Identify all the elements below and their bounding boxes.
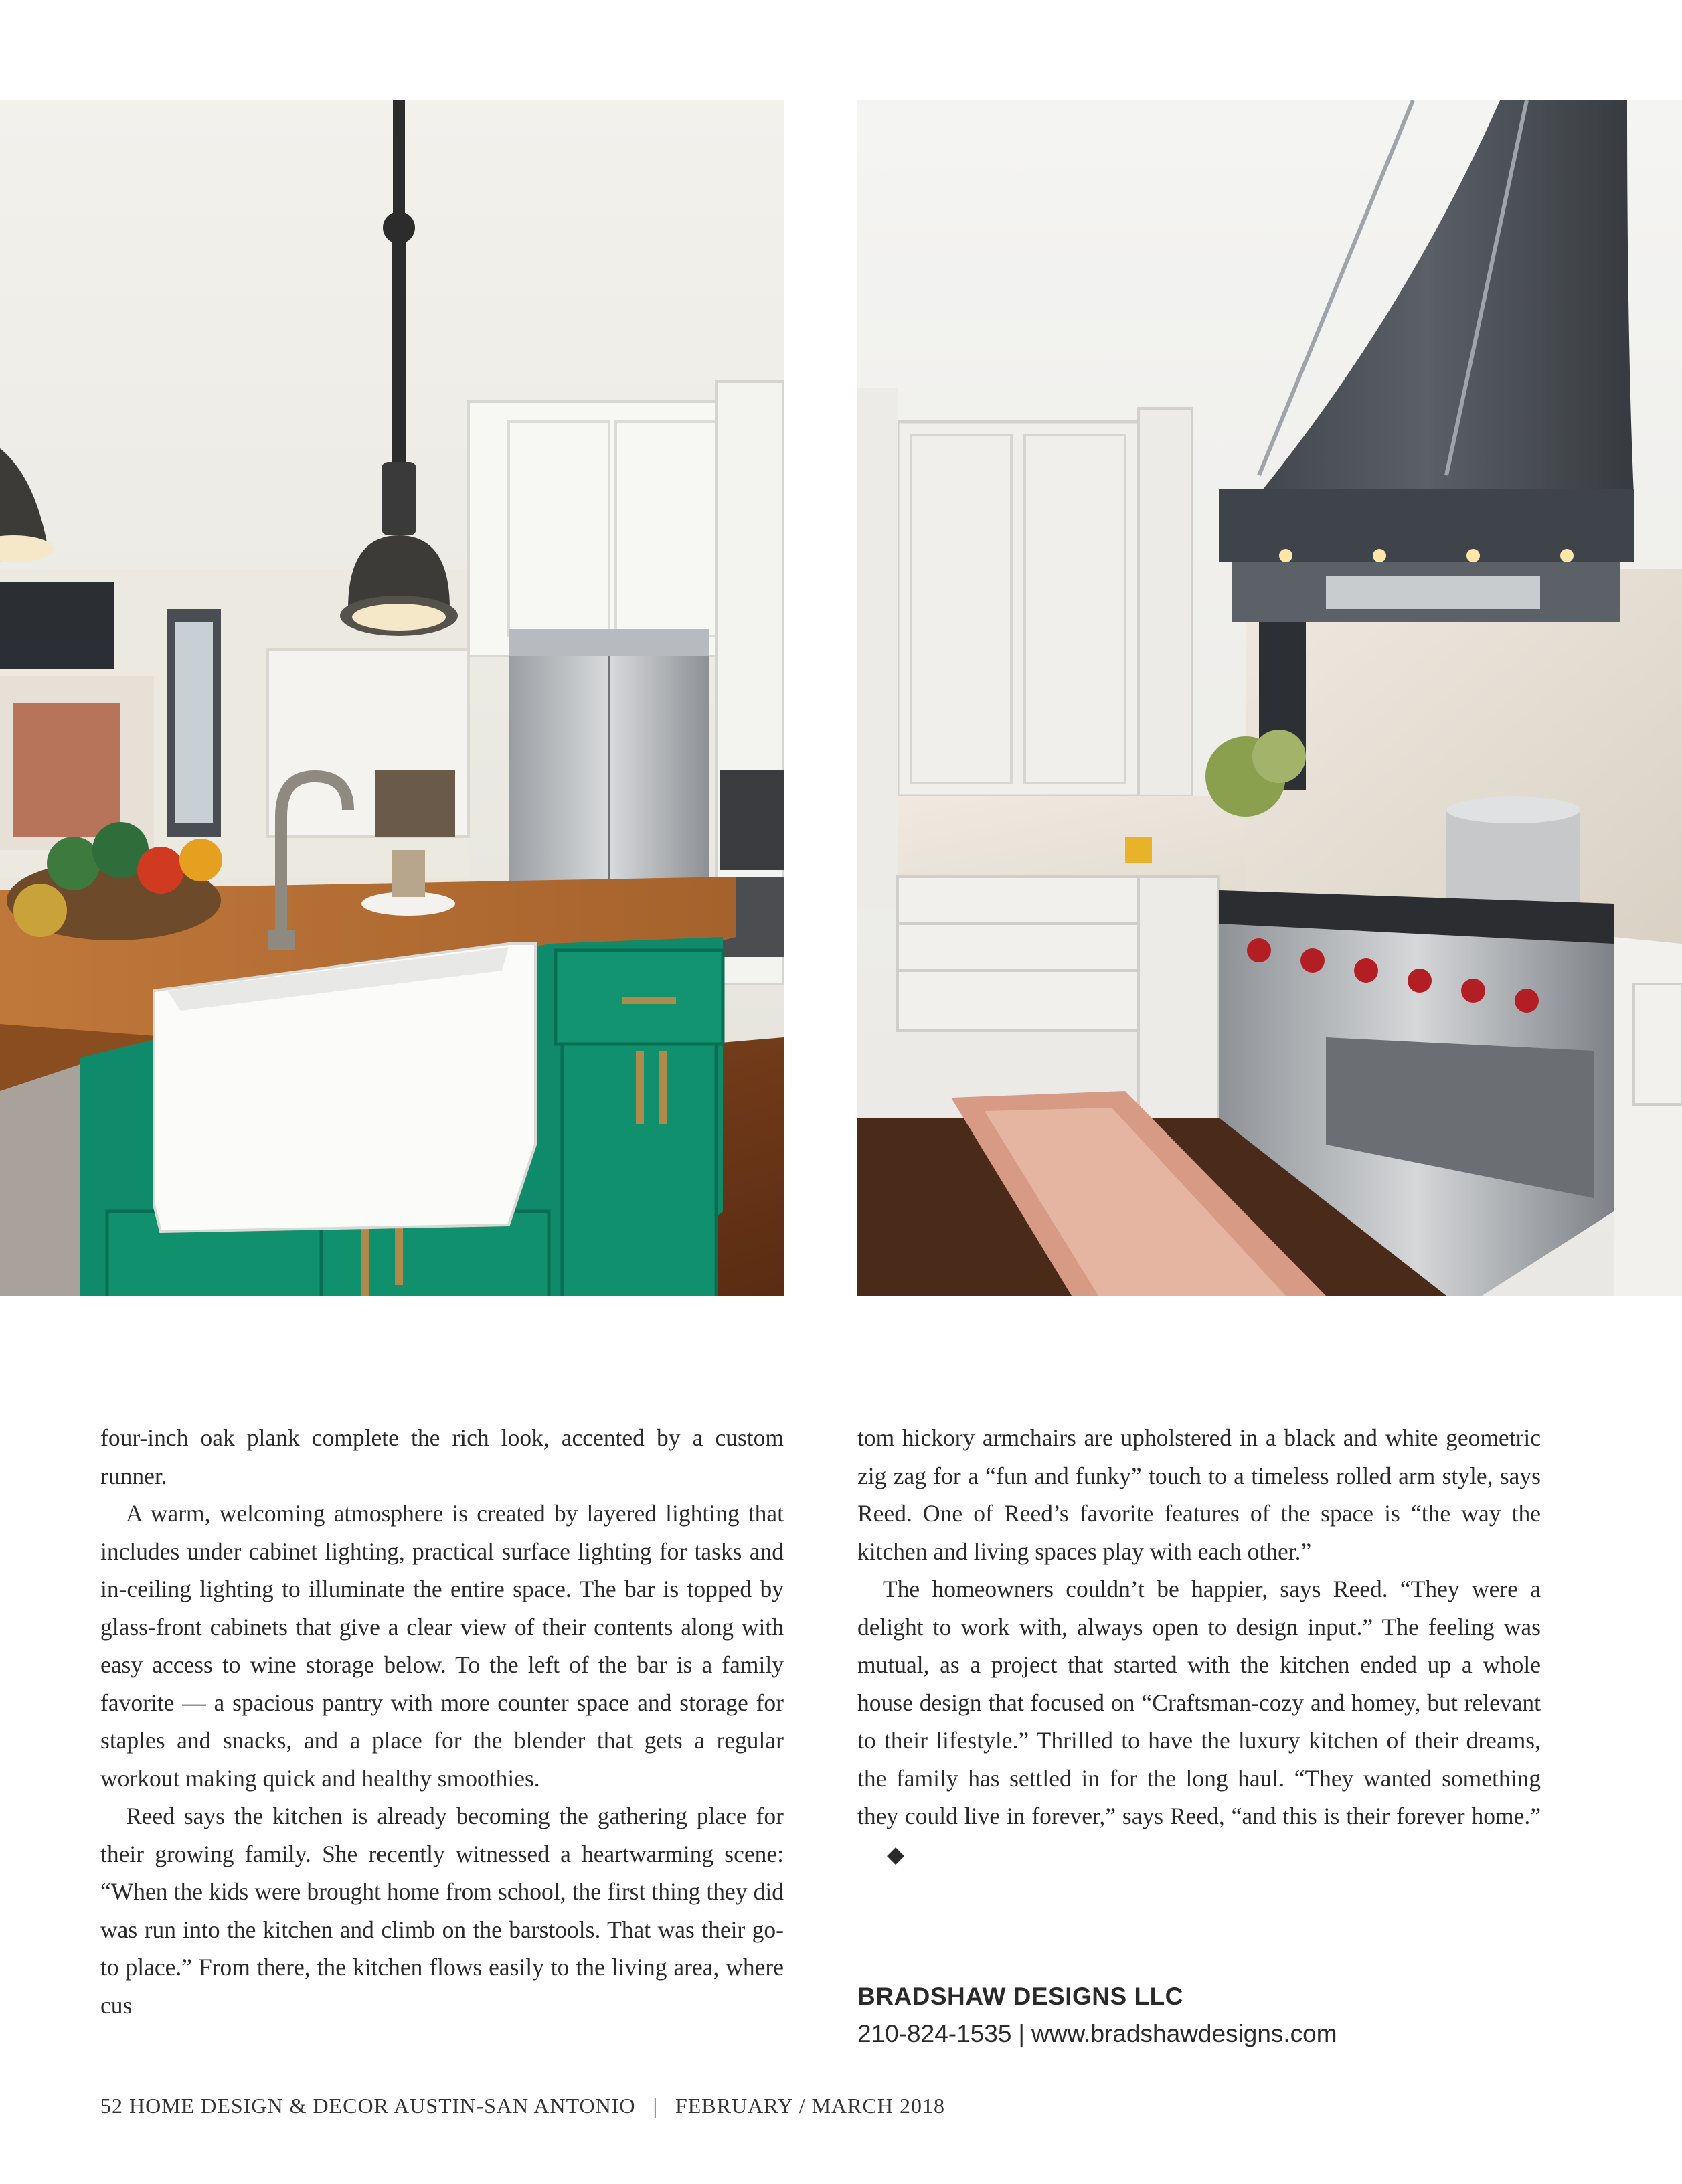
designer-credit-name: BRADSHAW DESIGNS LLC	[857, 1983, 1183, 2010]
designer-website-link[interactable]: www.bradshawdesigns.com	[1031, 2020, 1337, 2047]
designer-credit-contact	[857, 2020, 1337, 2048]
kitchen-range-photo	[857, 100, 1682, 1296]
article-paragraph: tom hickory armchairs are upholstered in a black and white geometric zig zag for a “fun and funky” touch to a timeless rolled arm style, says Reed. One of Reed’s favorite features of the space is “the way the kitchen and living spaces play with each other.”	[857, 1424, 1541, 1565]
designer-phone: 210-824-1535	[857, 2020, 1012, 2047]
article-column-right	[857, 1419, 1541, 1874]
issue-date: FEBRUARY / MARCH 2018	[675, 2094, 945, 2118]
article-column-left	[100, 1419, 784, 2024]
contact-separator: |	[1018, 2020, 1025, 2047]
article-paragraph: A warm, welcoming atmosphere is created by layered lighting that includes under cabinet lighting, practical surface lighting for tasks and in-ceiling lighting to illuminate the entire space. The bar is topped by glass-front cabinets that give a clear view of their contents along with easy access to wine storage below. To the left of the bar is a family favorite — a spacious pantry with more counter space and storage for staples and snacks, and a place for the blender that gets a regular workout making quick and healthy smoothies.	[100, 1500, 784, 1792]
end-mark-icon: ◆	[887, 1842, 905, 1867]
article-paragraph: four-inch oak plank complete the rich look, accented by a custom runner.	[100, 1424, 784, 1489]
article-paragraph: Reed says the kitchen is already becoming the gathering place for their growing family. She recently witnessed a heartwarming scene: “When the kids were brought home from school, the first thing they did was run into the kitchen and climb on the barstools. That was their go-to place.” From there, the kitchen flows easily to the living area, where cus	[100, 1802, 784, 2019]
publication-name: HOME DESIGN & DECOR AUSTIN-SAN ANTONIO	[129, 2094, 636, 2118]
page-number: 52	[100, 2094, 123, 2118]
page-footer	[100, 2094, 945, 2118]
footer-separator: |	[653, 2094, 658, 2118]
article-paragraph	[857, 1570, 1541, 1874]
article-paragraph-text: The homeowners couldn’t be happier, says Reed. “They were a delight to work with, always open to design input.” The feeling was mutual, as a project that started with the kitchen ended up a whole house design that focused on “Craftsman-cozy and homey, but relevant to their lifestyle.” Thrilled to have the luxury kitchen of their dreams, the family has settled in for the long haul. “They wanted something they could live in forever,” says Reed, “and this is their forever home.”	[857, 1576, 1541, 1829]
kitchen-island-photo	[0, 100, 784, 1296]
